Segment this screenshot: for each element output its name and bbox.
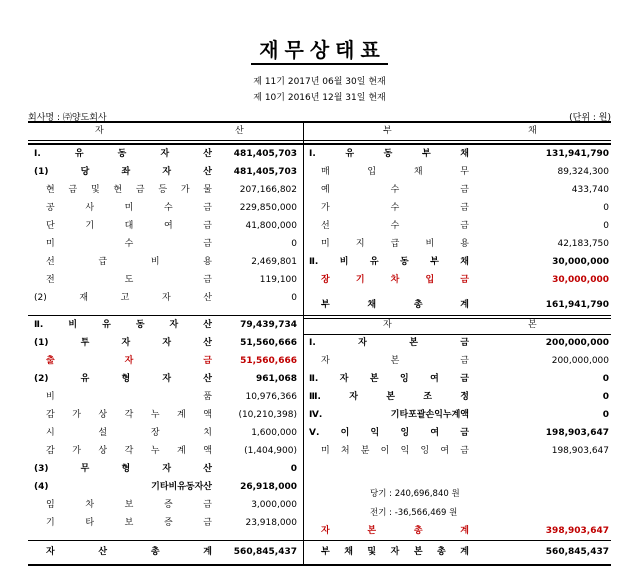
total-divider	[28, 540, 611, 541]
row-value: 10,976,366	[245, 392, 297, 402]
table-row	[28, 370, 303, 388]
table-row	[28, 316, 303, 334]
table-row	[303, 522, 611, 540]
row-value: 0	[602, 392, 609, 402]
row-label: Ⅱ. 비 유 동 부 채	[309, 257, 469, 267]
row-label: 장 기 차 입 금	[321, 275, 469, 285]
table-row	[303, 163, 611, 181]
assets-section-divider	[28, 315, 303, 316]
row-value: 961,068	[256, 374, 297, 384]
table-bottom-border	[28, 564, 611, 566]
current-net-income: 당기 : 240,696,840 원	[370, 489, 460, 499]
row-value: 2,469,801	[251, 257, 297, 267]
row-value: 0	[603, 221, 609, 231]
period-current: 제 11기 2017년 06월 30일 현재	[253, 77, 386, 87]
row-label: Ⅰ. 자 본 금	[309, 338, 469, 348]
row-value: 51,560,666	[240, 338, 297, 348]
row-value: 119,100	[259, 275, 297, 285]
row-value: 0	[602, 374, 609, 384]
row-label: Ⅰ. 유 동 부 채	[309, 149, 469, 159]
row-label: 시 설 장 치	[46, 428, 212, 438]
liab-header-a: 부	[383, 126, 392, 136]
row-label: Ⅲ. 자 본 조 정	[309, 392, 469, 402]
row-value: 30,000,000	[552, 257, 609, 267]
table-row	[28, 514, 303, 532]
row-value: 198,903,647	[545, 428, 609, 438]
company-name: 회사명 : ㈜양도회사	[28, 113, 107, 123]
row-label: 가 수 금	[321, 203, 469, 213]
row-value: 398,903,647	[545, 526, 609, 536]
header-divider	[28, 140, 611, 141]
equity-header-top	[303, 318, 611, 319]
row-label: Ⅴ. 이 익 잉 여 금	[309, 428, 469, 438]
row-value: 207,166,802	[239, 185, 297, 195]
table-row	[28, 163, 303, 181]
row-label: 부 채 총 계	[321, 300, 469, 310]
row-label: 공 사 미 수 금	[46, 203, 212, 213]
table-row	[28, 271, 303, 289]
table-row	[303, 235, 611, 253]
row-label: (2) 재 고 자 산	[34, 293, 212, 303]
table-row	[303, 442, 611, 460]
period-previous: 제 10기 2016년 12월 31일 현재	[253, 93, 386, 103]
table-row	[303, 253, 611, 271]
table-row	[303, 271, 611, 289]
table-row	[303, 406, 611, 424]
row-label: 자 본 총 계	[321, 526, 469, 536]
row-value: 23,918,000	[245, 518, 297, 528]
table-row	[28, 388, 303, 406]
table-row	[28, 352, 303, 370]
row-value: 200,000,000	[545, 338, 609, 348]
row-label: 감 가 상 각 누 계 액	[46, 410, 212, 420]
row-label: 자 본 금	[321, 356, 469, 366]
table-row	[28, 424, 303, 442]
table-row	[303, 424, 611, 442]
row-value: 229,850,000	[239, 203, 297, 213]
row-value: 131,941,790	[545, 149, 609, 159]
row-value: 198,903,647	[551, 446, 609, 456]
row-value: 26,918,000	[240, 482, 297, 492]
row-value: 3,000,000	[251, 500, 297, 510]
row-label: Ⅰ. 유 동 자 산	[34, 149, 212, 159]
row-label: (1) 당 좌 자 산	[34, 167, 212, 177]
table-row	[303, 199, 611, 217]
row-value: 0	[603, 203, 609, 213]
table-row	[303, 145, 611, 163]
row-label: 선 급 비 용	[46, 257, 212, 267]
row-value: 0	[602, 410, 609, 420]
table-row	[28, 478, 303, 496]
row-label: Ⅳ. 기타포괄손익누계액	[309, 410, 469, 420]
row-label: 기 타 보 증 금	[46, 518, 212, 528]
table-row	[28, 253, 303, 271]
table-row	[303, 370, 611, 388]
table-row	[28, 460, 303, 478]
asset-header-b: 산	[235, 126, 244, 136]
row-value: (1,404,900)	[244, 446, 297, 456]
row-label: 현 금 및 현 금 등 가 물	[46, 185, 212, 195]
row-label: 미 지 급 비 용	[321, 239, 469, 249]
row-label: 선 수 금	[321, 221, 469, 231]
table-row	[303, 388, 611, 406]
row-label: 비 품	[46, 392, 212, 402]
row-value: 79,439,734	[240, 320, 297, 330]
table-top-border	[28, 121, 611, 123]
row-label: Ⅱ. 자 본 잉 여 금	[309, 374, 469, 384]
table-row	[303, 352, 611, 370]
table-row	[28, 145, 303, 163]
row-value: 42,183,750	[557, 239, 609, 249]
row-label: 예 수 금	[321, 185, 469, 195]
table-row	[28, 181, 303, 199]
row-value: 200,000,000	[551, 356, 609, 366]
row-label: 감 가 상 각 누 계 액	[46, 446, 212, 456]
row-value: 1,600,000	[251, 428, 297, 438]
row-label: 전 도 금	[46, 275, 212, 285]
page-title: 재무상태표	[0, 34, 639, 63]
row-value: 30,000,000	[552, 275, 609, 285]
row-label: 미 처 분 이 익 잉 여 금	[321, 446, 469, 456]
liab-header-b: 채	[528, 126, 537, 136]
equity-header-b: 본	[528, 320, 537, 330]
equity-header-bottom	[303, 334, 611, 335]
row-value: 481,405,703	[233, 167, 297, 177]
row-label: Ⅱ. 비 유 동 자 산	[34, 320, 212, 330]
row-value: 433,740	[571, 185, 609, 195]
row-value: 51,560,666	[240, 356, 297, 366]
equity-header-a: 자	[383, 320, 392, 330]
table-row	[28, 442, 303, 460]
row-label: 임 차 보 증 금	[46, 500, 212, 510]
row-label: 단 기 대 여 금	[46, 221, 212, 231]
row-label: 미 수 금	[46, 239, 212, 249]
row-value: 560,845,437	[233, 547, 297, 557]
row-label: (1) 투 자 자 산	[34, 338, 212, 348]
row-value: 89,324,300	[557, 167, 609, 177]
row-value: 481,405,703	[233, 149, 297, 159]
unit-label: (단위 : 원)	[569, 113, 611, 123]
row-value: 161,941,790	[545, 300, 609, 310]
row-value: (10,210,398)	[238, 410, 297, 420]
asset-header-a: 자	[95, 126, 104, 136]
row-label: (4) 기타비유동자산	[34, 482, 212, 492]
row-value: 0	[290, 464, 297, 474]
row-label: (2) 유 형 자 산	[34, 374, 212, 384]
row-label: 매 입 채 무	[321, 167, 469, 177]
row-value: 0	[291, 293, 297, 303]
row-label: 부 채 및 자 본 총 계	[321, 547, 469, 557]
table-row	[28, 235, 303, 253]
table-row	[28, 406, 303, 424]
table-row	[28, 289, 303, 307]
row-label: 출 자 금	[46, 356, 212, 366]
table-row	[303, 334, 611, 352]
table-row	[303, 217, 611, 235]
table-row	[28, 334, 303, 352]
liab-total-divider	[303, 315, 611, 316]
row-value: 560,845,437	[545, 547, 609, 557]
table-row	[28, 496, 303, 514]
row-value: 41,800,000	[245, 221, 297, 231]
row-label: 자 산 총 계	[46, 547, 212, 557]
table-row	[28, 217, 303, 235]
table-row	[303, 296, 611, 314]
table-row	[303, 181, 611, 199]
row-value: 0	[291, 239, 297, 249]
table-row	[303, 543, 611, 561]
table-row	[28, 543, 303, 561]
table-row	[28, 199, 303, 217]
row-label: (3) 무 형 자 산	[34, 464, 212, 474]
previous-net-income: 전기 : -36,566,469 원	[370, 508, 458, 518]
